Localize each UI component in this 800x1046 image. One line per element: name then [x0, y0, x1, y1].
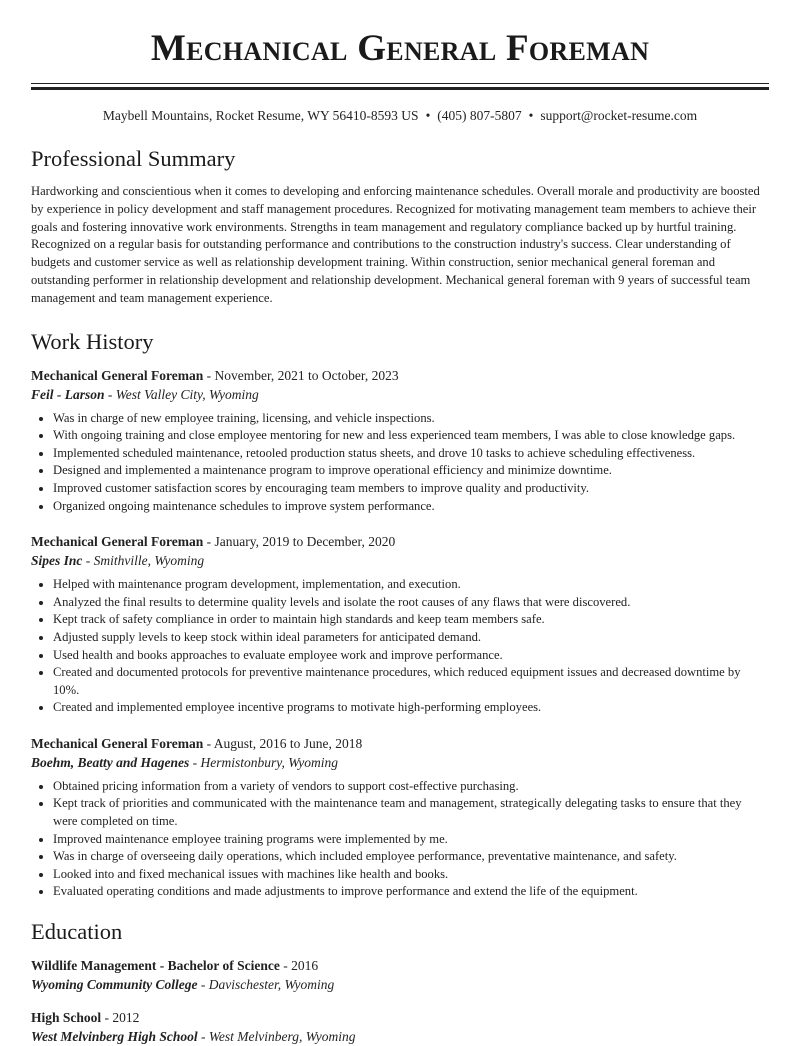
bullet-item: • Was in charge of new employee training, licensing, and vehicle inspections.	[53, 410, 769, 428]
degree-line	[31, 1008, 769, 1027]
separator: •	[528, 108, 534, 123]
bullet-item: • Used health and books approaches to evaluate employee work and improve performance.	[53, 647, 769, 665]
degree: High School	[31, 1010, 102, 1026]
company-name: Sipes Inc	[31, 553, 83, 569]
bullet-item: • Kept track of safety compliance in order to maintain high standards and keep team members safe.	[53, 611, 769, 629]
education-list	[31, 956, 769, 1046]
work-history-list	[31, 366, 769, 901]
grad-year: - 2012	[101, 1010, 140, 1026]
company-line	[31, 551, 769, 570]
company-line	[31, 385, 769, 404]
job-title: Mechanical General Foreman	[31, 534, 204, 550]
company-location: - West Valley City, Wyoming	[104, 386, 259, 402]
bullet-item: • Evaluated operating conditions and made adjustments to improve performance and extend the life of the equipment.	[53, 883, 769, 901]
bullet-item: • Organized ongoing maintenance schedules to improve system performance.	[53, 498, 769, 516]
education-entry	[31, 1008, 769, 1046]
job-title-line	[31, 734, 769, 753]
bullet-item: • Looked into and fixed mechanical issues with machines like health and books.	[53, 866, 769, 884]
bullet-item: • Implemented scheduled maintenance, retooled production status sheets, and drove 10 tasks to achieve scheduling effectiveness.	[53, 445, 769, 463]
job-dates: - August, 2016 to June, 2018	[203, 735, 363, 751]
bullet-item: • Helped with maintenance program development, implementation, and execution.	[53, 576, 769, 594]
bullet-item: • Created and implemented employee incentive programs to motivate high-performing employees.	[53, 699, 769, 717]
job-title-line	[31, 366, 769, 385]
job-title: Mechanical General Foreman	[31, 367, 204, 383]
school-line	[31, 975, 769, 994]
section-heading-work: Work History	[31, 328, 154, 354]
bullet-item: • Kept track of priorities and communicated with the maintenance team and management, strategically delegating tasks to ensure that they were completed on time.	[53, 795, 769, 830]
address: Maybell Mountains, Rocket Resume, WY 56410-8593 US	[102, 108, 419, 123]
job-dates: - January, 2019 to December, 2020	[203, 534, 396, 550]
contact-info	[31, 107, 769, 125]
bullet-item: • Created and documented protocols for preventive maintenance procedures, which reduced equipment issues and decreased downtime by 10%.	[53, 664, 769, 699]
job-entry	[31, 366, 769, 516]
company-line	[31, 753, 769, 772]
bullet-item: • Designed and implemented a maintenance program to improve operational efficiency and minimize downtime.	[53, 462, 769, 480]
job-title: Mechanical General Foreman	[31, 735, 204, 751]
education-entry	[31, 956, 769, 994]
divider	[31, 83, 769, 84]
job-bullets	[31, 576, 769, 717]
job-entry	[31, 734, 769, 901]
summary-text: Hardworking and conscientious when it comes to developing and enforcing maintenance schedules. Overall morale and productivity are boosted by experience in policy development and staff management procedures. Recognized for motivating management team members to achieve their goals and fostering innovative work environments. Strengths in team management and regulatory compliance backed up by hurtful training. Recognized on a regular basis for outstanding performance and contributions to the construction industry's success. Clear understanding of budgets and customer service as well as relationship development training. Within construction, senior mechanical general foreman and outstanding performer in relationship development and relationship development. Mechanical general foreman with 9 years of successful team management and team management experience.	[31, 184, 760, 305]
grad-year: - 2016	[279, 958, 319, 974]
school-location: - West Melvinberg, Wyoming	[197, 1029, 356, 1045]
company-name: Boehm, Beatty and Hagenes	[31, 754, 190, 770]
job-dates: - November, 2021 to October, 2023	[203, 367, 399, 383]
job-bullets	[31, 410, 769, 516]
job-title-line	[31, 532, 769, 551]
bullet-item: • With ongoing training and close employee mentoring for new and less experienced team members, I was able to close knowledge gaps.	[53, 427, 769, 445]
section-heading-summary: Professional Summary	[31, 146, 236, 171]
job-entry	[31, 532, 769, 717]
email: support@rocket-resume.com	[540, 108, 698, 123]
company-location: - Smithville, Wyoming	[82, 553, 205, 569]
degree: Wildlife Management - Bachelor of Science	[31, 958, 280, 974]
school-name: Wyoming Community College	[31, 977, 198, 993]
section-heading-education: Education	[31, 919, 123, 945]
separator: •	[425, 108, 431, 123]
job-bullets	[31, 778, 769, 901]
resume-title: Mechanical General Foreman	[150, 28, 650, 69]
bullet-item: • Improved customer satisfaction scores by encouraging team members to improve quality and productivity.	[53, 480, 769, 498]
degree-line	[31, 956, 769, 975]
company-location: - Hermistonbury, Wyoming	[189, 754, 338, 770]
school-location: - Davischester, Wyoming	[197, 977, 335, 993]
bullet-item: • Improved maintenance employee training programs were implemented by me.	[53, 831, 769, 849]
bullet-item: • Adjusted supply levels to keep stock within ideal parameters for anticipated demand.	[53, 629, 769, 647]
school-name: West Melvinberg High School	[31, 1029, 198, 1045]
bullet-item: • Analyzed the final results to determine quality levels and isolate the root causes of any flaws that were discovered.	[53, 594, 769, 612]
bullet-item: • Obtained pricing information from a variety of vendors to support cost-effective purchasing.	[53, 778, 769, 796]
divider	[31, 87, 769, 90]
phone: (405) 807-5807	[437, 108, 522, 123]
company-name: Feil - Larson	[31, 386, 105, 402]
bullet-item: • Was in charge of overseeing daily operations, which included employee performance, preventative maintenance, and safety.	[53, 848, 769, 866]
school-line	[31, 1027, 769, 1046]
